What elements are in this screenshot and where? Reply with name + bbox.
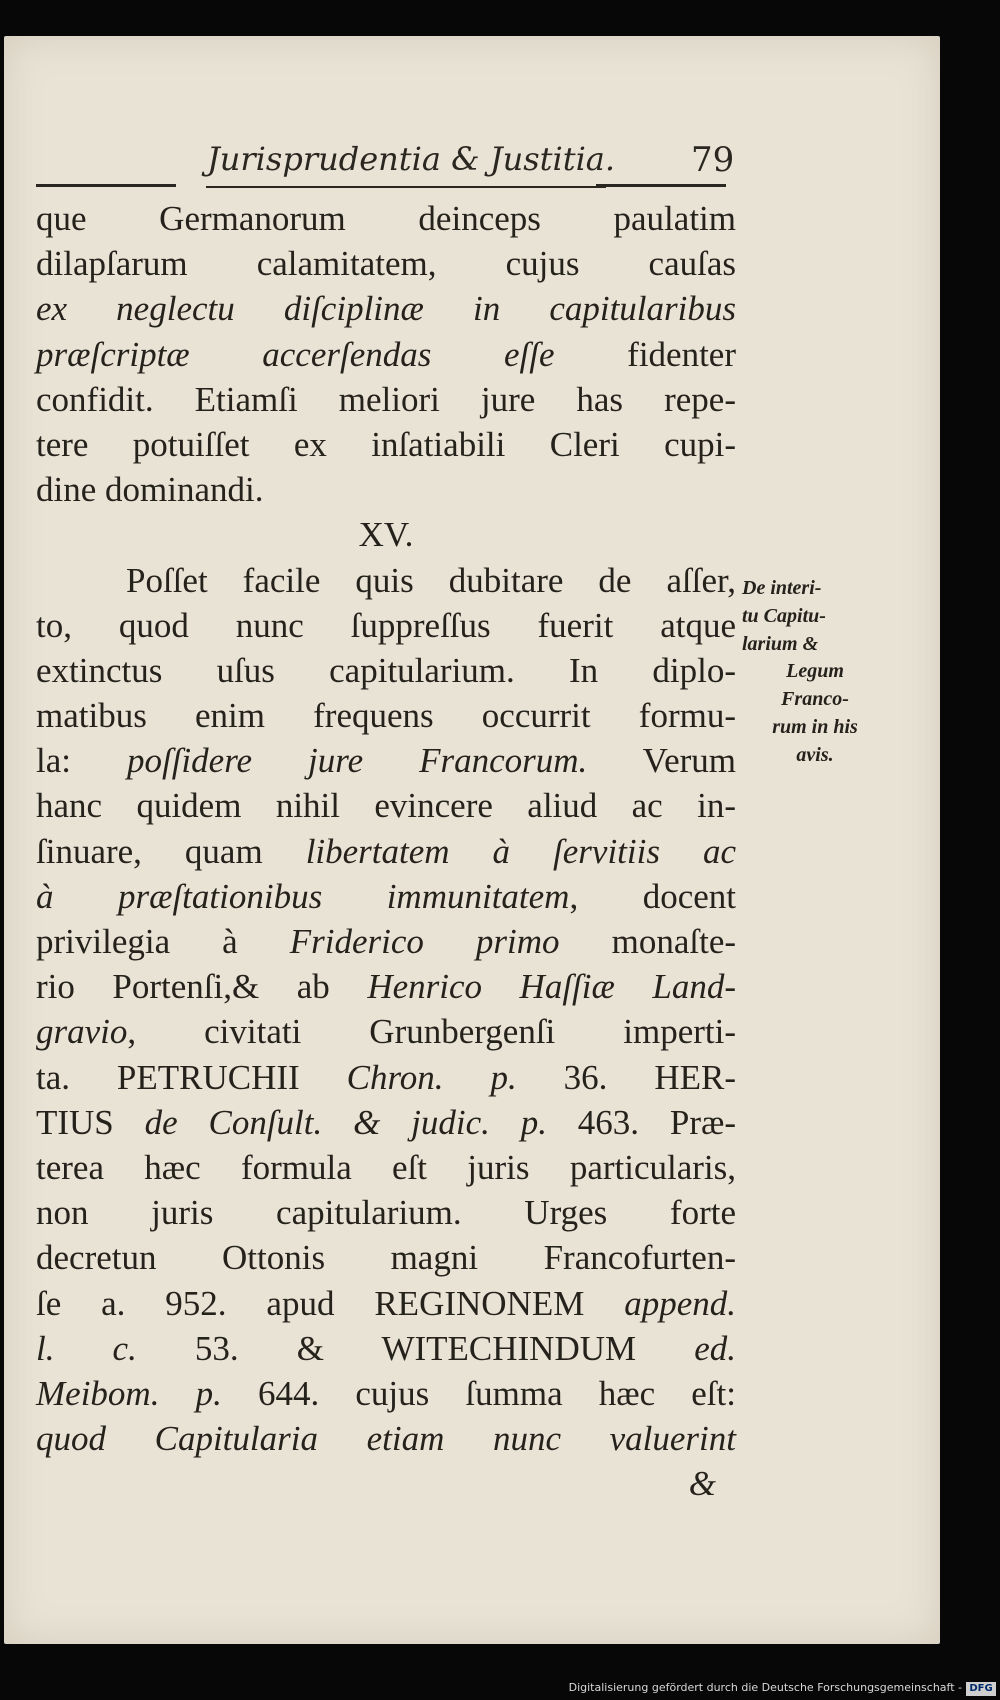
margin-note-line: Legum	[786, 660, 844, 683]
text-line: matibus enim frequens occurrit formu-	[36, 696, 736, 736]
text-line: Poſſet facile quis dubitare de aſſer,	[126, 560, 736, 600]
italic-segment: l. c.	[36, 1328, 137, 1368]
italic-segment: Chron. p.	[346, 1057, 517, 1097]
italic-segment: Meibom. p.	[36, 1373, 222, 1413]
text-line: ex neglectu diſciplinæ in capitularibus	[36, 289, 736, 329]
margin-note	[740, 575, 890, 770]
text-line	[36, 829, 736, 874]
text-line	[36, 919, 736, 964]
digitization-footer	[0, 1680, 1000, 1700]
margin-note-line: rum in his	[772, 715, 858, 738]
text-line	[36, 1009, 736, 1054]
page-header	[36, 140, 736, 190]
text-segment: , civitati Grunbergenſi imperti-	[127, 1012, 736, 1052]
text-line: dilapſarum calamitatem, cujus cauſas	[36, 244, 736, 284]
text-line: terea hæc formula eſt juris particularis,	[36, 1147, 736, 1187]
text-segment: ta. PETRUCHII	[36, 1057, 347, 1097]
text-line	[36, 332, 736, 377]
text-line: non juris capitularium. Urges forte	[36, 1193, 736, 1233]
italic-segment: libertatem à ſervitiis ac	[305, 831, 737, 871]
catchword: &	[688, 1464, 716, 1504]
italic-segment: Henrico Haſſiæ Land-	[367, 967, 737, 1007]
text-segment: 53. & WITECHINDUM	[136, 1328, 695, 1368]
margin-note-line: larium &	[742, 632, 819, 655]
text-line	[36, 1281, 736, 1326]
text-line	[36, 1326, 736, 1371]
text-line: tere potuiſſet ex inſatiabili Cleri cupi-	[36, 424, 736, 464]
text-line: confidit. Etiamſi meliori jure has repe-	[36, 379, 736, 419]
header-rule-right	[596, 184, 726, 187]
text-line	[36, 1100, 736, 1145]
text-segment: 644. cujus ſumma hæc eſt:	[221, 1373, 736, 1413]
text-segment: monaſte-	[559, 922, 737, 961]
text-line: decretun Ottonis magni Francofurten-	[36, 1238, 736, 1278]
text-segment: 463. Præ-	[546, 1102, 736, 1142]
text-line	[36, 1371, 736, 1416]
margin-note-line: De interi-	[742, 577, 822, 599]
text-line	[36, 1055, 736, 1100]
text-line: hanc quidem nihil evincere aliud ac in-	[36, 786, 736, 826]
section-number: XV.	[358, 515, 414, 555]
italic-segment: poſſidere jure Francorum.	[126, 741, 588, 781]
main-text-block	[36, 196, 736, 1506]
text-line: extinctus uſus capitularium. In diplo-	[36, 650, 736, 690]
running-title: Jurisprudentia & Justitia.	[206, 140, 616, 178]
italic-segment: à præſtationibus immunitatem	[36, 876, 570, 916]
funding-notice: Digitalisierung gefördert durch die Deutsche Forschungsgemeinschaft -	[568, 1681, 962, 1694]
text-line	[36, 874, 736, 919]
page-number: 79	[691, 140, 735, 180]
italic-segment: ed.	[694, 1328, 736, 1368]
text-segment: fidenter	[554, 334, 736, 374]
italic-segment: de Conſult. & judic. p.	[144, 1102, 547, 1142]
text-segment: rio Portenſi,& ab	[36, 967, 368, 1007]
text-segment: ſinuare, quam	[36, 831, 306, 871]
text-line: to, quod nunc ſuppreſſus fuerit atque	[36, 605, 736, 645]
text-segment: , docent	[569, 876, 737, 916]
text-line	[36, 964, 736, 1009]
italic-segment: Friderico primo	[289, 922, 560, 961]
header-rule-center	[206, 186, 606, 188]
text-segment: 36. HER-	[516, 1057, 736, 1097]
text-segment: privilegia à	[36, 922, 290, 961]
italic-segment: gravio	[36, 1012, 128, 1052]
italic-segment: append.	[624, 1283, 736, 1323]
text-line: quod Capitularia etiam nunc valuerint	[36, 1419, 736, 1459]
text-segment: ſe a. 952. apud REGINONEM	[36, 1283, 625, 1323]
dfg-logo: DFG	[966, 1682, 996, 1696]
text-line	[36, 738, 736, 783]
margin-note-line: avis.	[796, 743, 834, 766]
header-rule-left	[36, 184, 176, 187]
margin-note-line: tu Capitu-	[742, 604, 826, 627]
italic-segment: præſcriptæ accerſendas eſſe	[36, 334, 555, 374]
margin-note-line: Franco-	[781, 688, 849, 711]
text-line: dine dominandi.	[36, 470, 264, 510]
text-segment: la:	[36, 741, 127, 781]
text-segment: TIUS	[36, 1102, 145, 1142]
text-line: que Germanorum deinceps paulatim	[36, 199, 736, 238]
text-segment: Verum	[587, 741, 736, 781]
